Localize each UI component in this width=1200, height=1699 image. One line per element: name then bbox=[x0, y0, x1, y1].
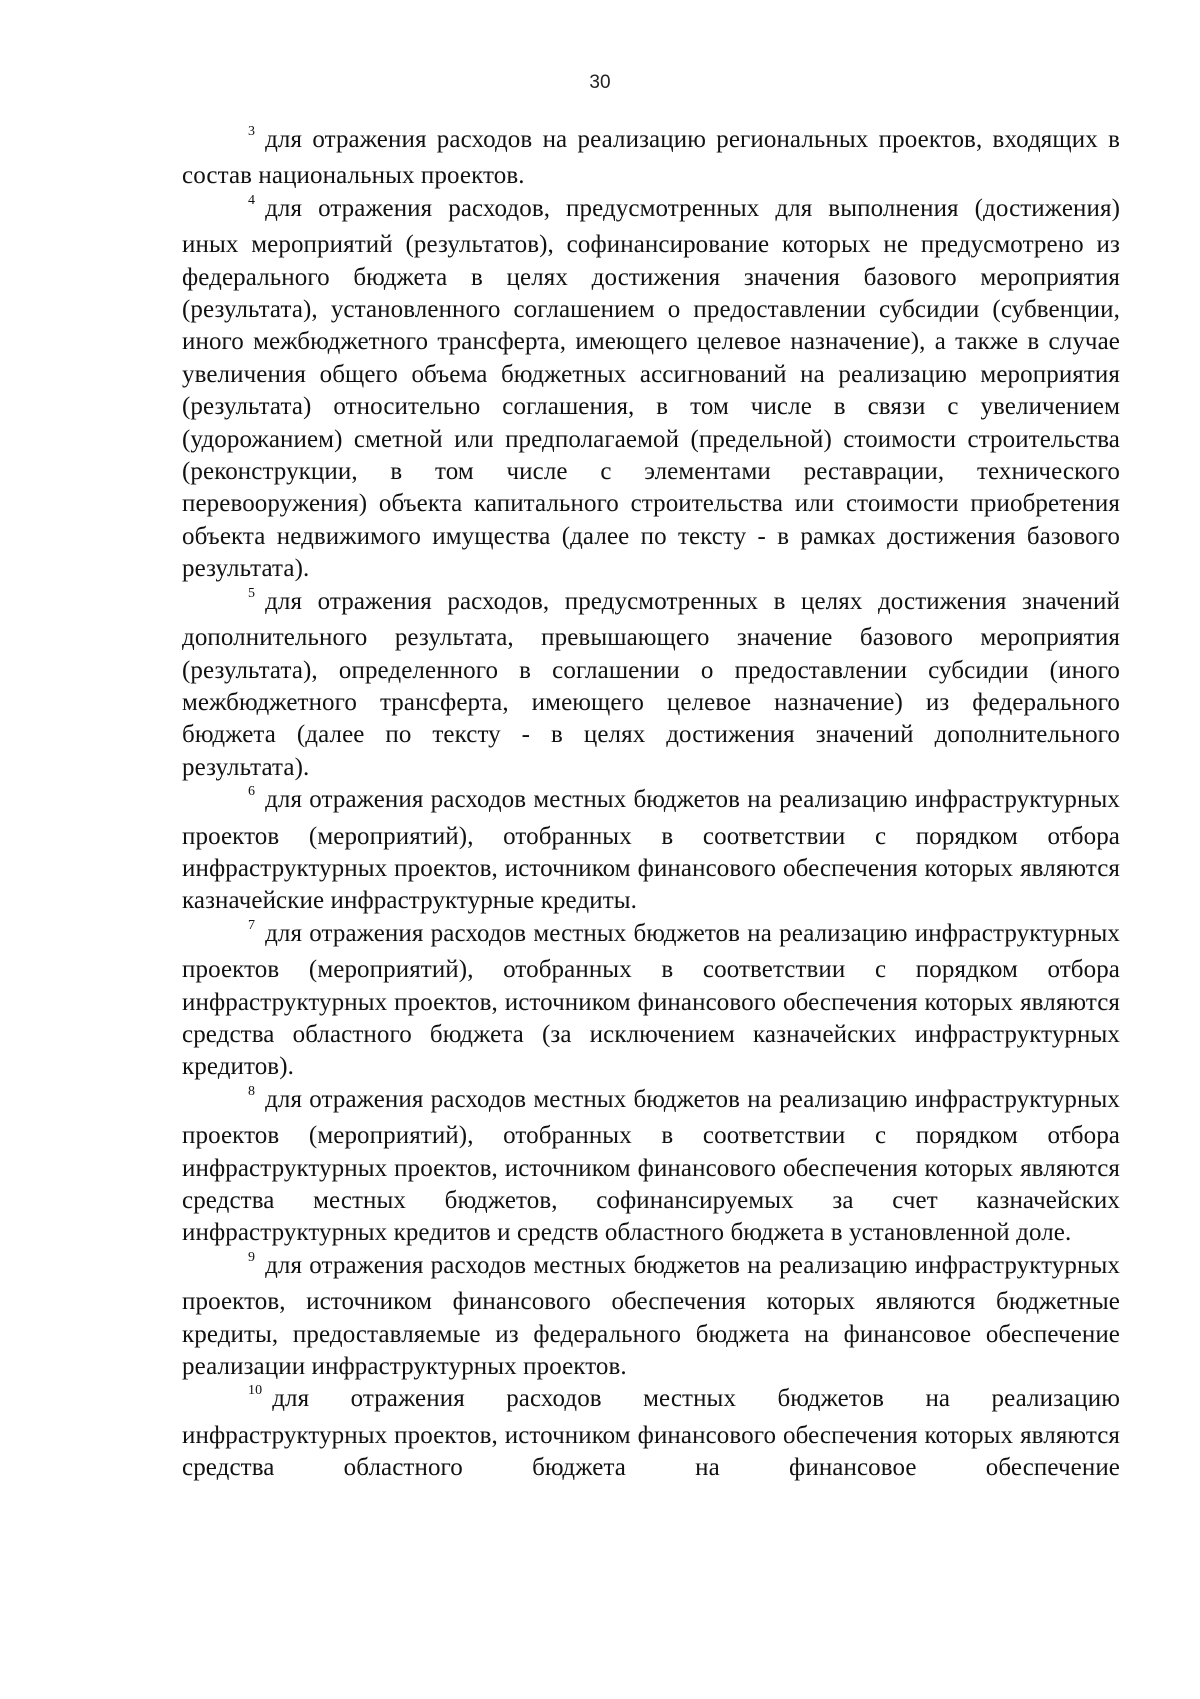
footnote-marker: 4 bbox=[248, 192, 256, 208]
footnote-text: для отражения расходов местных бюджетов на реализацию инфраструктурных проектов (мероприятий), отобранных в соответствии с порядком отбора инфраструктурных проектов, источником финансового обеспечения которых являются казначейские инфраструктурные кредиты. bbox=[182, 786, 1120, 915]
footnote-9 bbox=[182, 1250, 1120, 1384]
footnote-text: для отражения расходов местных бюджетов на реализацию инфраструктурных проектов, источником финансового обеспечения которых являются средства областного бюджета на финансовое обеспечение bbox=[182, 1385, 1120, 1482]
footnote-5 bbox=[182, 586, 1120, 784]
footnote-3 bbox=[182, 124, 1120, 193]
footnote-text: для отражения расходов местных бюджетов на реализацию инфраструктурных проектов, источником финансового обеспечения которых являются бюджетные кредиты, предоставляемые из федерального бюджета на финансовое обеспечение реализации инфраструктурных проектов. bbox=[182, 1251, 1120, 1381]
footnote-text: для отражения расходов местных бюджетов на реализацию инфраструктурных проектов (мероприятий), отобранных в соответствии с порядком отбора инфраструктурных проектов, источником финансового обеспечения которых являются средства областного бюджета (за исключением казначейских инфраструктурных кредитов). bbox=[182, 919, 1120, 1081]
footnote-marker: 6 bbox=[248, 784, 256, 800]
footnote-marker: 10 bbox=[248, 1383, 263, 1399]
document-body bbox=[182, 124, 1120, 1485]
page-number: 30 bbox=[589, 72, 611, 93]
footnote-7 bbox=[182, 918, 1120, 1084]
footnote-text: для отражения расходов на реализацию региональных проектов, входящих в состав национальных проектов. bbox=[182, 126, 1120, 190]
footnote-8 bbox=[182, 1084, 1120, 1250]
footnote-6 bbox=[182, 784, 1120, 918]
footnote-text: для отражения расходов, предусмотренных в целях достижения значений дополнительного результата, превышающего значение базового мероприятия (результата), определенного в соглашении о предоставлении субсидии (иного межбюджетного трансферта, имеющего целевое назначение) из федерального бюджета (далее по тексту - в целях достижения значений дополнительного результата). bbox=[182, 587, 1120, 781]
footnote-marker: 9 bbox=[248, 1249, 256, 1265]
footnote-marker: 3 bbox=[248, 124, 256, 139]
footnote-10 bbox=[182, 1383, 1120, 1484]
footnote-marker: 7 bbox=[248, 917, 256, 933]
footnote-4 bbox=[182, 193, 1120, 586]
footnote-text: для отражения расходов, предусмотренных для выполнения (достижения) иных мероприятий (результатов), софинансирование которых не предусмотрено из федерального бюджета в целях достижения значения базового мероприятия (результата), установленного соглашением о предоставлении субсидии (субвенции, иного межбюджетного трансферта, имеющего целевое назначение), а также в случае увеличения общего объема бюджетных ассигнований на реализацию мероприятия (результата) относительно соглашения, в том числе в связи с увеличением (удорожанием) сметной или предполагаемой (предельной) стоимости строительства (реконструкции, в том числе с элементами реставрации, технического перевооружения) объекта капитального строительства или стоимости приобретения объекта недвижимого имущества (далее по тексту - в рамках достижения базового результата). bbox=[182, 194, 1120, 583]
footnote-marker: 5 bbox=[248, 585, 256, 601]
footnote-text: для отражения расходов местных бюджетов на реализацию инфраструктурных проектов (мероприятий), отобранных в соответствии с порядком отбора инфраструктурных проектов, источником финансового обеспечения которых являются средства местных бюджетов, софинансируемых за счет казначейских инфраструктурных кредитов и средств областного бюджета в установленной доле. bbox=[182, 1085, 1120, 1247]
footnote-marker: 8 bbox=[248, 1083, 256, 1099]
